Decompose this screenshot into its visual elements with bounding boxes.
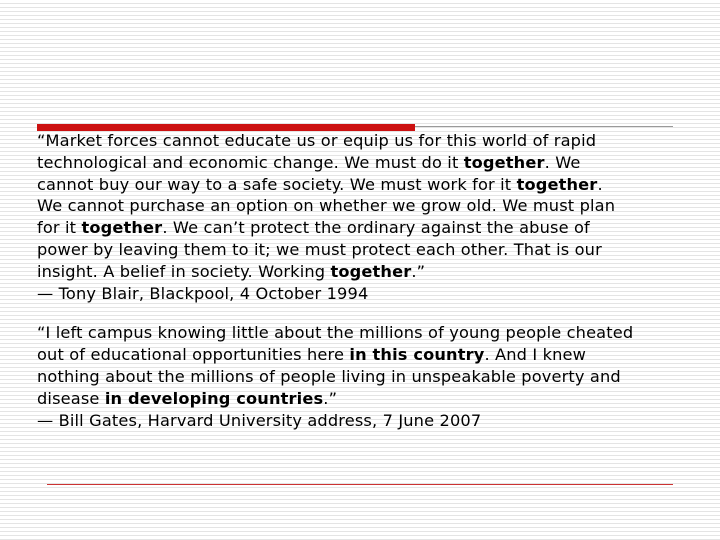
footer-divider-line: [47, 484, 673, 485]
quote-line: insight. A belief in society. Working together.”: [37, 261, 426, 281]
emphasis-text: together: [463, 152, 545, 172]
quote-line: “I left campus knowing little about the millions of young people cheated: [37, 323, 634, 343]
quote-text: [37, 130, 697, 283]
quote-line: We cannot purchase an option on whether we grow old. We must plan: [37, 196, 616, 216]
quote-line: technological and economic change. We must do it together. We: [37, 152, 581, 172]
quote-blair: [37, 130, 697, 304]
title-divider-line: [415, 126, 673, 127]
emphasis-text: together: [330, 261, 412, 281]
quote-line: disease in developing countries.”: [37, 388, 338, 408]
emphasis-text: in developing countries: [104, 388, 324, 408]
quote-line: nothing about the millions of people living in unspeakable poverty and: [37, 366, 621, 386]
quote-line: for it together. We can’t protect the ordinary against the abuse of: [37, 218, 590, 238]
quote-attribution: — Bill Gates, Harvard University address, 7 June 2007: [37, 410, 482, 430]
quote-line: cannot buy our way to a safe society. We must work for it together.: [37, 174, 603, 194]
quote-line: “Market forces cannot educate us or equip us for this world of rapid: [37, 131, 597, 150]
quote-gates: [37, 322, 697, 431]
quote-text: [37, 322, 697, 409]
quote-line: power by leaving them to it; we must protect each other. That is our: [37, 239, 602, 259]
emphasis-text: in this country: [349, 345, 485, 365]
slide-body: [37, 130, 697, 431]
emphasis-text: together: [516, 174, 598, 194]
quote-line: out of educational opportunities here in this country. And I knew: [37, 345, 587, 365]
quote-attribution: — Tony Blair, Blackpool, 4 October 1994: [37, 283, 369, 303]
emphasis-text: together: [81, 218, 163, 238]
